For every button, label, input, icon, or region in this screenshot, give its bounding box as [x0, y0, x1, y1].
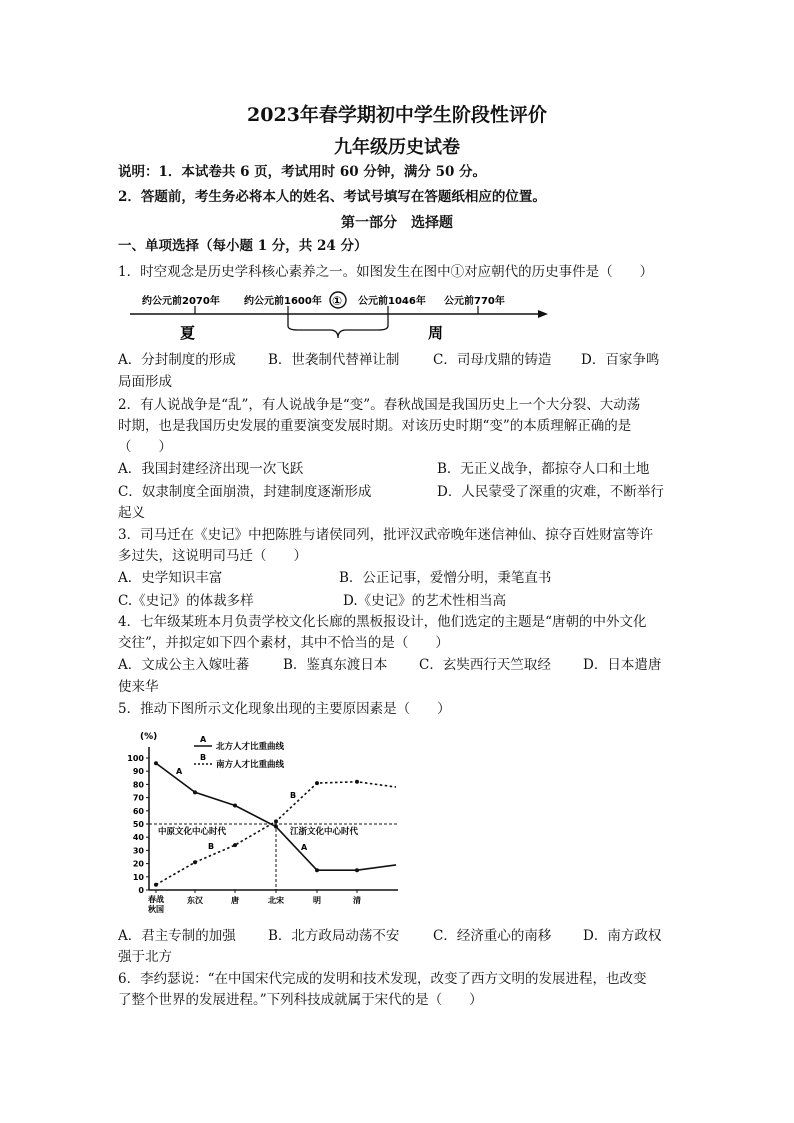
- annotation-central-plains: 中原文化中心时代: [158, 827, 227, 837]
- q1-stem: 1．时空观念是历史学科核心素养之一。如图发生在图中①对应朝代的历史事件是（ ）: [118, 264, 654, 280]
- y-tick-label: 30: [132, 846, 144, 856]
- x-tick-label: 东汉: [187, 896, 203, 905]
- q5-stem: 5．推动下图所示文化现象出现的主要原因素是（ ）: [118, 701, 451, 717]
- timeline-label-1046: 公元前1046年: [358, 296, 426, 307]
- chart-y-label: (%): [140, 732, 158, 742]
- section-title: 一、单项选择（每小题 1 分，共 24 分）: [118, 238, 368, 254]
- south-data-point: [154, 883, 158, 887]
- q5-option-d-cont: 强于北方: [118, 949, 172, 965]
- timeline-label-1600: 约公元前1600年: [244, 296, 322, 307]
- y-tick-label: 20: [132, 859, 144, 869]
- q3-option-b[interactable]: B．公正记事，爱憎分明，秉笔直书: [339, 570, 552, 586]
- north-data-point: [315, 868, 319, 872]
- q1-timeline: [118, 288, 558, 348]
- legend-north-marker: A: [200, 735, 207, 744]
- q1-option-d[interactable]: D．百家争鸣: [581, 352, 660, 368]
- north-data-point: [233, 804, 237, 808]
- north-data-point: [193, 790, 197, 794]
- q4-option-b[interactable]: B．鉴真东渡日本: [283, 657, 388, 673]
- annotation-jiangzhe: 江浙文化中心时代: [290, 827, 359, 837]
- q2-line-3: （ ）: [118, 439, 172, 455]
- q5-option-a[interactable]: A．君主专制的加强: [118, 928, 236, 944]
- q5-line-chart: [118, 725, 408, 917]
- q2-option-a[interactable]: A．我国封建经济出现一次飞跃: [118, 461, 304, 477]
- north-curve-marker: A: [176, 767, 183, 776]
- legend-north-label: 北方人才比重曲线: [216, 742, 285, 752]
- x-tick-label: 秋国: [148, 905, 164, 914]
- q3-option-d[interactable]: D.《史记》的艺术性相当高: [343, 593, 507, 609]
- south-data-point: [274, 819, 278, 823]
- q2-option-c[interactable]: C．奴隶制度全面崩溃，封建制度逐渐形成: [118, 484, 372, 500]
- q6-line-2: 了整个世界的发展进程。”下列科技成就属于宋代的是（ ）: [118, 992, 483, 1008]
- q1-option-b[interactable]: B．世袭制代替禅让制: [268, 352, 400, 368]
- y-tick-label: 50: [132, 820, 144, 829]
- x-tick-label: 清: [353, 896, 361, 905]
- q2-option-d[interactable]: D．人民蒙受了深重的灾难，不断举行: [437, 484, 664, 500]
- q4-line-1: 4．七年级某班本月负责学校文化长廊的黑板报设计，他们选定的主题是“唐朝的中外文化: [118, 614, 647, 630]
- south-curve-marker: B: [290, 791, 297, 800]
- q3-option-c[interactable]: C.《史记》的体裁多样: [118, 593, 254, 609]
- y-tick-label: 90: [132, 767, 144, 777]
- q5-option-d[interactable]: D．南方政权: [583, 928, 662, 944]
- south-data-point: [193, 860, 197, 864]
- timeline-zhou: 周: [428, 324, 444, 342]
- q4-option-d-cont: 使来华: [118, 679, 159, 695]
- north-data-point: [355, 868, 359, 872]
- south-curve-marker: B: [208, 842, 215, 851]
- south-data-point: [233, 843, 237, 847]
- q1-option-d-cont: 局面形成: [118, 374, 172, 390]
- timeline-label-770: 公元前770年: [444, 296, 505, 307]
- timeline-bracket: [288, 314, 388, 338]
- q1-option-c[interactable]: C．司母戊鼎的铸造: [433, 352, 552, 368]
- q2-option-b[interactable]: B．无正义战争，都掠夺人口和土地: [437, 461, 650, 477]
- q3-option-a[interactable]: A．史学知识丰富: [118, 570, 223, 586]
- north-data-point: [274, 825, 278, 829]
- north-curve-marker: A: [301, 843, 308, 852]
- x-tick-label: 唐: [231, 896, 239, 905]
- q3-line-2: 多过失，这说明司马迁（ ）: [118, 548, 307, 564]
- q6-line-1: 6．李约瑟说：“在中国宋代完成的发明和技术发现，改变了西方文明的发展进程，也改变: [118, 971, 647, 987]
- q1-option-a[interactable]: A．分封制度的形成: [118, 352, 236, 368]
- part-title: 第一部分 选择题: [341, 215, 453, 231]
- y-tick-label: 70: [132, 793, 144, 803]
- x-tick-label: 春战: [148, 895, 164, 904]
- x-tick-label: 明: [313, 896, 321, 905]
- y-tick-label: 10: [132, 872, 144, 882]
- north-data-point: [154, 761, 158, 765]
- q2-option-d-cont: 起义: [118, 505, 145, 521]
- timeline-xia: 夏: [180, 324, 196, 342]
- q4-option-c[interactable]: C．玄奘西行天竺取经: [419, 657, 551, 673]
- q2-line-1: 2．有人说战争是“乱”，有人说战争是“变”。春秋战国是我国历史上一个大分裂、大动荡: [118, 397, 641, 413]
- south-data-point: [355, 780, 359, 784]
- y-tick-label: 80: [132, 780, 144, 790]
- q4-option-a[interactable]: A．文成公主入嫁吐蕃: [118, 657, 250, 673]
- chart-legend: [194, 735, 285, 770]
- q3-line-1: 3．司马迁在《史记》中把陈胜与诸侯同列，批评汉武帝晚年迷信神仙、掠夺百姓财富等许: [118, 527, 654, 543]
- exam-subtitle: 九年级历史试卷: [334, 137, 460, 158]
- q4-line-2: 交往”，并拟定如下四个素材，其中不恰当的是（ ）: [118, 635, 449, 651]
- q4-option-d[interactable]: D．日本遣唐: [583, 657, 662, 673]
- y-tick-label: 100: [127, 754, 144, 763]
- legend-south-label: 南方人才比重曲线: [216, 760, 285, 770]
- exam-title: 2023年春学期初中学生阶段性评价: [247, 104, 547, 126]
- q2-line-2: 时期，也是我国历史发展的重要演变发展时期。对该历史时期“变”的本质理解正确的是: [118, 418, 632, 434]
- legend-south-marker: B: [200, 753, 207, 762]
- x-tick-label: 北宋: [268, 896, 284, 905]
- y-tick-label: 40: [132, 833, 144, 843]
- y-tick-label: 60: [132, 806, 144, 816]
- q5-option-c[interactable]: C．经济重心的南移: [433, 928, 552, 944]
- y-tick-label: 0: [138, 886, 144, 895]
- q5-option-b[interactable]: B．北方政局动荡不安: [268, 928, 400, 944]
- timeline-label-2070: 约公元前2070年: [142, 296, 220, 307]
- instruction-line-1: 说明：1．本试卷共 6 页，考试用时 60 分钟，满分 50 分。: [118, 164, 487, 180]
- south-data-point: [315, 781, 319, 785]
- timeline-marker: ①: [332, 294, 343, 308]
- instruction-line-2: 2．答题前，考生务必将本人的姓名、考试号填写在答题纸相应的位置。: [118, 189, 546, 205]
